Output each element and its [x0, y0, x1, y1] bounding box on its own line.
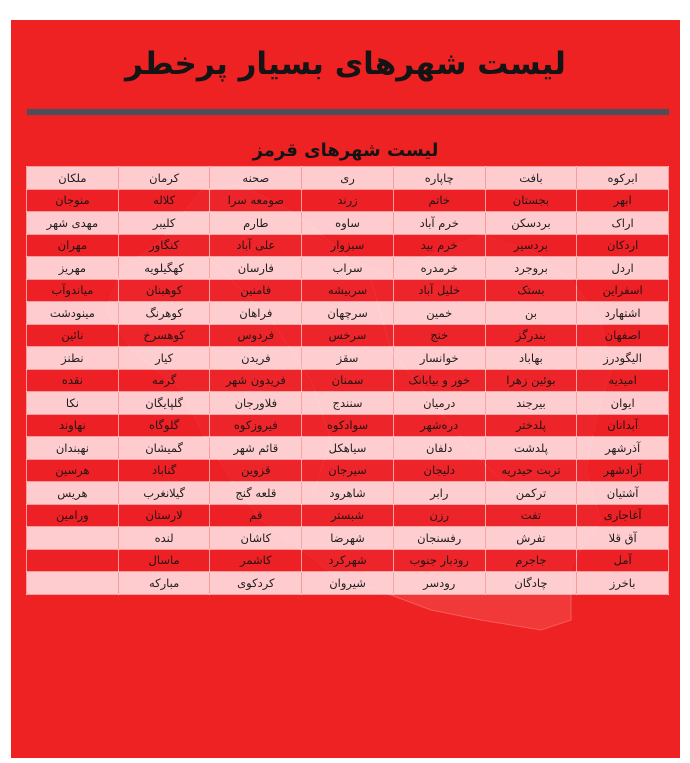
city-cell: آمل — [577, 549, 669, 572]
city-cell: بندرگز — [485, 324, 577, 347]
table-row — [27, 189, 669, 212]
city-cell: سقز — [302, 347, 394, 370]
city-cell: چاپاره — [393, 167, 485, 190]
table-row — [27, 347, 669, 370]
city-cell: بافت — [485, 167, 577, 190]
city-cell: خمین — [393, 302, 485, 325]
city-cell: مهدی شهر — [27, 212, 119, 235]
city-cell: لنده — [118, 527, 210, 550]
city-cell: فریدون شهر — [210, 369, 302, 392]
city-cell: بردسکن — [485, 212, 577, 235]
table-row — [27, 437, 669, 460]
city-cell: گناباد — [118, 459, 210, 482]
city-cell: ورامین — [27, 504, 119, 527]
city-cell: فلاورجان — [210, 392, 302, 415]
city-cell: بردسیر — [485, 234, 577, 257]
city-cell: خاتم — [393, 189, 485, 212]
city-cell: آق قلا — [577, 527, 669, 550]
city-cell: بیرجند — [485, 392, 577, 415]
city-cell: قم — [210, 504, 302, 527]
city-cell: درمیان — [393, 392, 485, 415]
city-cell: اسفراین — [577, 279, 669, 302]
city-cell: اصفهان — [577, 324, 669, 347]
table-row — [27, 549, 669, 572]
table-row — [27, 414, 669, 437]
city-cell: ایوان — [577, 392, 669, 415]
city-cell: قزوین — [210, 459, 302, 482]
city-cell: زرند — [302, 189, 394, 212]
table-row — [27, 459, 669, 482]
city-cell: نکا — [27, 392, 119, 415]
table-title: لیست شهرهای قرمز — [252, 140, 439, 161]
city-cell: ری — [302, 167, 394, 190]
city-cell: خنج — [393, 324, 485, 347]
city-cell: فریدن — [210, 347, 302, 370]
city-cell: مهریز — [27, 257, 119, 280]
city-cell: تفرش — [485, 527, 577, 550]
city-cell: رودبار جنوب — [393, 549, 485, 572]
table-row — [27, 302, 669, 325]
title-divider — [27, 109, 669, 115]
city-cell: سیاهکل — [302, 437, 394, 460]
city-cell: فامنین — [210, 279, 302, 302]
city-cell: بوئین زهرا — [485, 369, 577, 392]
city-cell: اردکان — [577, 234, 669, 257]
table-row — [27, 167, 669, 190]
city-cell: کاشان — [210, 527, 302, 550]
city-cell: مبارکه — [118, 572, 210, 595]
city-cell: میاندوآب — [27, 279, 119, 302]
city-cell: پلدختر — [485, 414, 577, 437]
city-cell: فردوس — [210, 324, 302, 347]
city-cell: مهران — [27, 234, 119, 257]
city-cell: سیرجان — [302, 459, 394, 482]
table-row — [27, 212, 669, 235]
city-cell: کاشمر — [210, 549, 302, 572]
city-cell: فارسان — [210, 257, 302, 280]
city-cell: شیروان — [302, 572, 394, 595]
city-cell: دره‌شهر — [393, 414, 485, 437]
city-cell: ابرکوه — [577, 167, 669, 190]
city-cell: پلدشت — [485, 437, 577, 460]
city-cell: بهاباد — [485, 347, 577, 370]
table-row — [27, 504, 669, 527]
city-cell: رفسنجان — [393, 527, 485, 550]
city-cell: سراب — [302, 257, 394, 280]
city-cell: کوهرنگ — [118, 302, 210, 325]
poster — [11, 20, 680, 758]
table-row — [27, 482, 669, 505]
city-cell: دلیجان — [393, 459, 485, 482]
city-cell: ابهر — [577, 189, 669, 212]
city-cell: طارم — [210, 212, 302, 235]
city-cell: شهرکرد — [302, 549, 394, 572]
city-cell: گمیشان — [118, 437, 210, 460]
city-cell: خلیل آباد — [393, 279, 485, 302]
table-row — [27, 572, 669, 595]
table-row — [27, 527, 669, 550]
city-cell: رودسر — [393, 572, 485, 595]
city-cell: فراهان — [210, 302, 302, 325]
city-cell: آغاجاری — [577, 504, 669, 527]
city-cell: صومعه سرا — [210, 189, 302, 212]
table-row — [27, 369, 669, 392]
city-cell: خوانسار — [393, 347, 485, 370]
city-cell: تربت حیدریه — [485, 459, 577, 482]
city-cell: منوجان — [27, 189, 119, 212]
city-cell: فیروزکوه — [210, 414, 302, 437]
city-cell: نائین — [27, 324, 119, 347]
city-cell: آزادشهر — [577, 459, 669, 482]
city-cell: سنندج — [302, 392, 394, 415]
table-row — [27, 392, 669, 415]
city-cell: لارستان — [118, 504, 210, 527]
city-cell: شبستر — [302, 504, 394, 527]
city-cell: نهبندان — [27, 437, 119, 460]
table-row — [27, 257, 669, 280]
city-cell: هریس — [27, 482, 119, 505]
city-cell: کیار — [118, 347, 210, 370]
city-cell: ترکمن — [485, 482, 577, 505]
city-cell: گلپایگان — [118, 392, 210, 415]
city-cell: کوهسرخ — [118, 324, 210, 347]
city-cell: ساوه — [302, 212, 394, 235]
cities-table — [26, 166, 669, 595]
city-cell: رابر — [393, 482, 485, 505]
city-cell: سوادکوه — [302, 414, 394, 437]
city-cell: علی آباد — [210, 234, 302, 257]
city-cell: شاهرود — [302, 482, 394, 505]
city-cell: اردل — [577, 257, 669, 280]
city-cell: سرچهان — [302, 302, 394, 325]
city-cell: هرسین — [27, 459, 119, 482]
city-cell: اراک — [577, 212, 669, 235]
city-cell: کهگیلویه — [118, 257, 210, 280]
city-cell: شهرضا — [302, 527, 394, 550]
city-cell: گلوگاه — [118, 414, 210, 437]
table-row — [27, 324, 669, 347]
city-cell: بستک — [485, 279, 577, 302]
city-cell: خرم آباد — [393, 212, 485, 235]
city-cell: قائم شهر — [210, 437, 302, 460]
city-cell: کرمان — [118, 167, 210, 190]
city-cell: خرمدره — [393, 257, 485, 280]
city-cell: قلعه گنج — [210, 482, 302, 505]
city-cell — [27, 527, 119, 550]
city-cell — [27, 549, 119, 572]
table-row — [27, 279, 669, 302]
city-cell: بن — [485, 302, 577, 325]
city-cell: اشتهارد — [577, 302, 669, 325]
city-cell: آذرشهر — [577, 437, 669, 460]
city-cell: نطنز — [27, 347, 119, 370]
city-cell: مینودشت — [27, 302, 119, 325]
city-cell: رزن — [393, 504, 485, 527]
city-cell: بروجرد — [485, 257, 577, 280]
city-cell: نقده — [27, 369, 119, 392]
city-cell: بجستان — [485, 189, 577, 212]
city-cell: الیگودرز — [577, 347, 669, 370]
city-cell: سرخس — [302, 324, 394, 347]
city-cell: خور و بیابانک — [393, 369, 485, 392]
city-cell: گرمه — [118, 369, 210, 392]
city-cell: دلفان — [393, 437, 485, 460]
city-cell: ماسال — [118, 549, 210, 572]
city-cell — [27, 572, 119, 595]
city-cell: سربیشه — [302, 279, 394, 302]
city-cell: سبزوار — [302, 234, 394, 257]
city-cell: آبدانان — [577, 414, 669, 437]
page-title: لیست شهرهای بسیار پرخطر — [125, 46, 566, 82]
city-cell: صحنه — [210, 167, 302, 190]
city-cell: کردکوی — [210, 572, 302, 595]
city-cell: امیدیه — [577, 369, 669, 392]
city-cell: سمنان — [302, 369, 394, 392]
city-cell: کلاله — [118, 189, 210, 212]
city-cell: کنگاور — [118, 234, 210, 257]
city-cell: خرم بید — [393, 234, 485, 257]
city-cell: کوهبنان — [118, 279, 210, 302]
city-cell: چادگان — [485, 572, 577, 595]
city-cell: نهاوند — [27, 414, 119, 437]
city-cell: باخرز — [577, 572, 669, 595]
city-cell: گیلانغرب — [118, 482, 210, 505]
city-cell: تفت — [485, 504, 577, 527]
table-row — [27, 234, 669, 257]
city-cell: کلیبر — [118, 212, 210, 235]
city-cell: آشتیان — [577, 482, 669, 505]
city-cell: ملکان — [27, 167, 119, 190]
city-cell: جاجرم — [485, 549, 577, 572]
